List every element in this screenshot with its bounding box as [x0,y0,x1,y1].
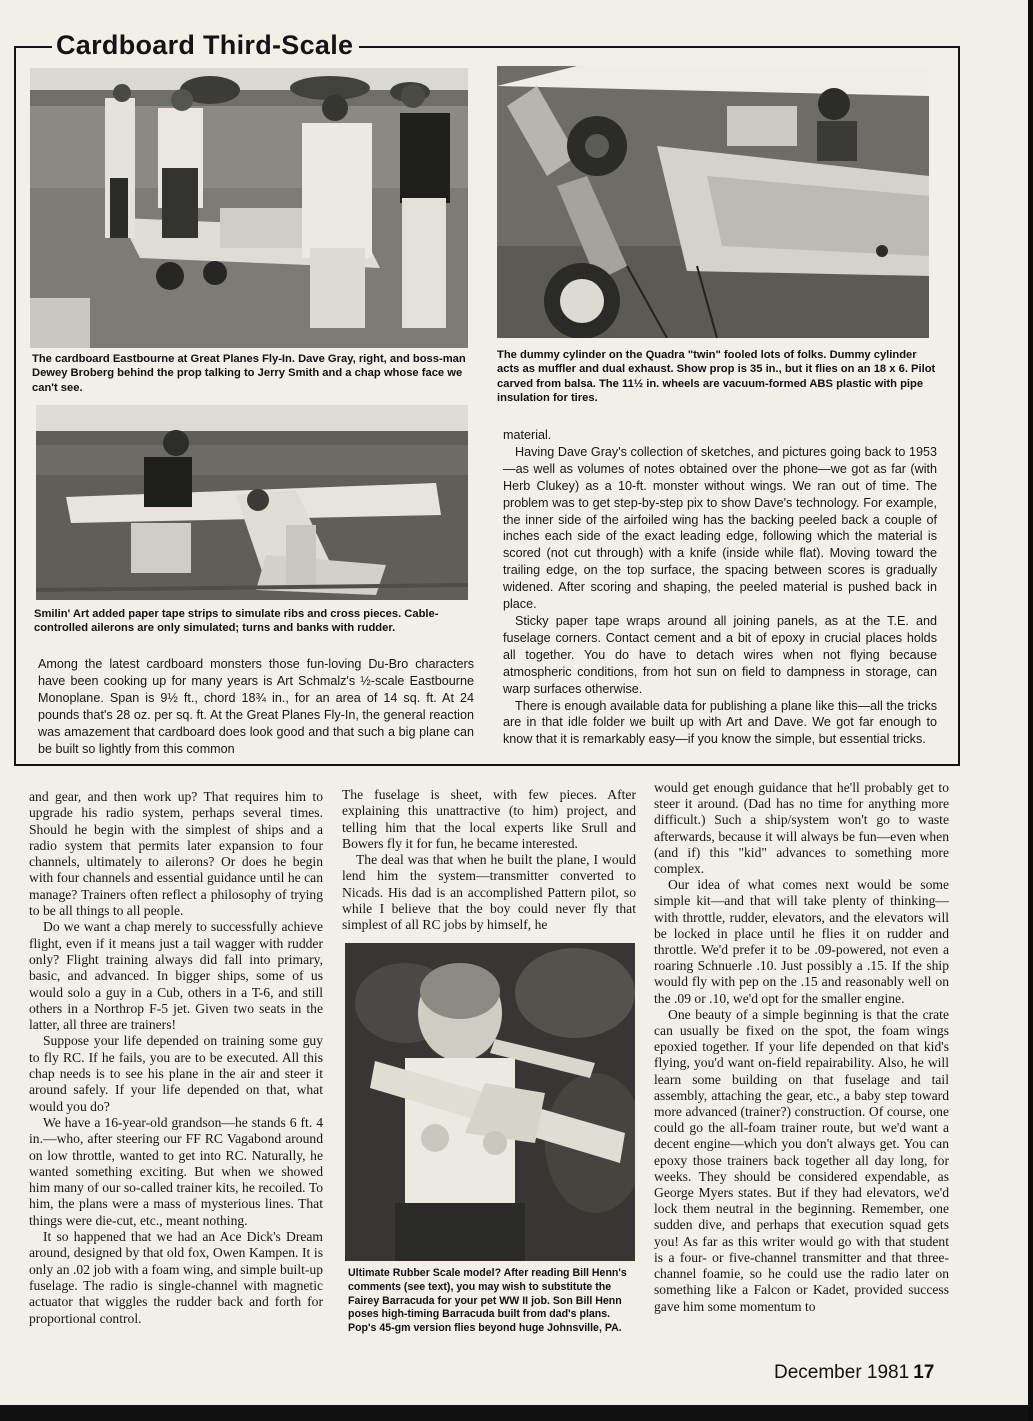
issue-date: December 1981 [774,1362,910,1383]
column-3-paragraph: One beauty of a simple beginning is that the crate can usually be fixed on the spot, the foam wings epoxied together. If your life depended on that kid's flying, you'd want on-field repairability. Also, he will learn some building on that fuselage and tail assembly, attaching the gear, etc., a baby step toward more advanced (trainer?) construction. Of course, one could go the all-foam trainer route, but we'd want a decent engine—which you don't always get. You can epoxy those trainers back together all day long, for weeks. They should be considered expendable, as George Myers states. But if they had elevators, we'd lock them neutral in the beginning. Remember, one sudden dive, and perhaps that execution squad gets you! As far as this writer would go with that student is a four- or five-channel transmitter and that three-channel foamie, so he could use the radio later on something like a Falcon or Kadet, provided success gave him some momentum to [654,1006,949,1314]
column-1-paragraph: We have a 16-year-old grandson—he stands 6 ft. 4 in.—who, after steering our FF RC Vagabond around on low throttle, wanted to get into RC. Naturally, he wanted something exciting. But when we showed him many of our so-called trainer kits, he recoiled. To him, the plans were a mass of mysterious lines. That things were die-cut, etc., meant nothing. [29,1114,323,1228]
page-footer [774,1362,934,1384]
column-1-paragraph: It so happened that we had an Ace Dick's Dream around, designed by that old fox, Owen Kampen. It is only an .02 job with a foam wing, and simple built-up fuselage. The radio is single-channel with magnetic actuator that wiggles the rudder back and forth for proportional control. [29,1229,323,1326]
photo-art-eastbourne [36,405,468,600]
page-edge-shadow [1028,0,1033,1421]
column-1 [29,789,323,1327]
boxed-text-right [503,427,937,748]
caption-photo1: The cardboard Eastbourne at Great Planes Fly-In. Dave Gray, right, and boss-man Dewey Broberg behind the prop talking to Jerry Smith and a chap whose face we can't see. [32,353,466,394]
column-2 [342,787,636,934]
article-title: Cardboard Third-Scale [52,28,359,62]
caption-photo2: The dummy cylinder on the Quadra "twin" fooled lots of folks. Dummy cylinder acts as muffler and dual exhaust. Show prop is 35 in., but it flies on an 18 x 6. Pilot carved from balsa. The 11½ in. wheels are vacuum-formed ABS plastic with pipe insulation for tires. [497,349,936,405]
column-2-paragraph: The deal was that when he built the plane, I would lend him the system—transmitter converted to Nicads. His dad is an accomplished Pattern pilot, so while I believe that the boy could never fly that simplest of all RC jobs by himself, he [342,852,636,933]
boxed-left-paragraph: Among the latest cardboard monsters those fun-loving Du-Bro characters have been cooking up for many years is Art Schmalz's ½-scale Eastbourne Monoplane. Span is 9½ ft., chord 18¾ in., for an area of 14 sq. ft. At 24 pounds that's 28 oz. per sq. ft. At the Great Planes Fly-In, the general reaction was amazement that cardboard does look good and that such a big plane can be built so lightly from this common [38,657,474,756]
column-3-paragraph: would get enough guidance that he'll probably get to steer it around. (Dad has no time for anything more difficult.) Such a ship/system won't go to waste afterwards, because it will always be fun—even when (and if) this "kid" advances to something more complex. [654,780,949,877]
column-1-paragraph: and gear, and then work up? That requires him to upgrade his radio system, perhaps several times. Should he begin with the simplest of ships and a radio system that permits later expansion to four channels, ultimately to ailerons? Or does he begin with four channels and essential guidance until he can manage? Trainers often reflect a philosophy of trying to be all things to all people. [29,789,323,919]
caption-photo4: Ultimate Rubber Scale model? After reading Bill Henn's comments (see text), you may wish to substitute the Fairey Barracuda for your pet WW II job. Son Bill Henn poses high-timing Barracuda built from dad's plans. Pop's 45-gm version flies beyond huge Johnsville, PA. [348,1267,627,1335]
boxed-text-left [38,656,474,757]
column-1-paragraph: Do we want a chap merely to successfully achieve flight, even if it means just a tail wagger with rudder only? Flight training always did fall into primary, basic, and advanced. In bigger ships, some of us would solo a guy in a Cub, others in a T-6, and still others in a Northrop F-5 jet. Given two seats in the latter, all three are trainers! [29,919,323,1033]
photo-quadra-dummy-cylinder [497,66,929,338]
photo-eastbourne-group [30,68,468,348]
caption-photo3: Smilin' Art added paper tape strips to simulate ribs and cross pieces. Cable-controlled ailerons are only simulated; turns and banks with rudder. [34,608,439,635]
photo-barracuda-boy [345,943,635,1261]
page-number: 17 [913,1362,935,1383]
column-2-paragraph: The fuselage is sheet, with few pieces. After explaining this unattractive (to him) project, and telling him that the local experts like Srull and Bowers fly it for fun, he became interested. [342,787,636,851]
boxed-right-paragraph-4: There is enough available data for publishing a plane like this—all the tricks are in that idle folder we built up with Art and Dave. We got far enough to know that it is remarkably easy—if you know the simple, but essential tricks. [503,698,937,747]
column-1-paragraph: Suppose your life depended on training some guy to fly RC. If he fails, you are to be executed. All this chap needs is to see his plane in the air and steer it around safely. If your life depended on that, what would you do? [29,1033,323,1114]
column-3-paragraph: Our idea of what comes next would be some simple kit—and that will take plenty of thinking—with throttle, rudder, elevators, and the elevators will be locked in place until he flies it on rudder and throttle. We'd prefer it to be .09-powered, not even a roaring Schnuerle .10. Just possibly a .15. If the ship would fly with pep on the .15 and reasonably well on the .09 or .10, we'd opt for the smaller engine. [654,877,949,1006]
column-3 [654,780,949,1315]
boxed-right-paragraph-2: Having Dave Gray's collection of sketches, and pictures going back to 1953—as well as volumes of notes obtained over the phone—we got as far (with Herb Clukey) as a 10-ft. monster without wings. We ran out of time. The problem was to get step-by-step pix to show Dave's technology. For example, the inner side of the airfoiled wing has the backing peeled back a couple of inches each side of the exact leading edge, following which the material is scored (not cut through) with a knife (inside while flat). Moving toward the trailing edge, on the top surface, the spacing between scores is gradually widened. After scoring and shaping, the peeled material is pushed back in place. [503,444,937,612]
boxed-right-paragraph-1: material. [503,428,552,442]
boxed-right-paragraph-3: Sticky paper tape wraps around all joining panels, as at the T.E. and fuselage corners. Contact cement and a bit of epoxy in crucial places holds all together. You do have to detach wires when not flying because atmospheric conditions, from hot sun on field to dampness in storage, can warp surfaces otherwise. [503,613,937,696]
